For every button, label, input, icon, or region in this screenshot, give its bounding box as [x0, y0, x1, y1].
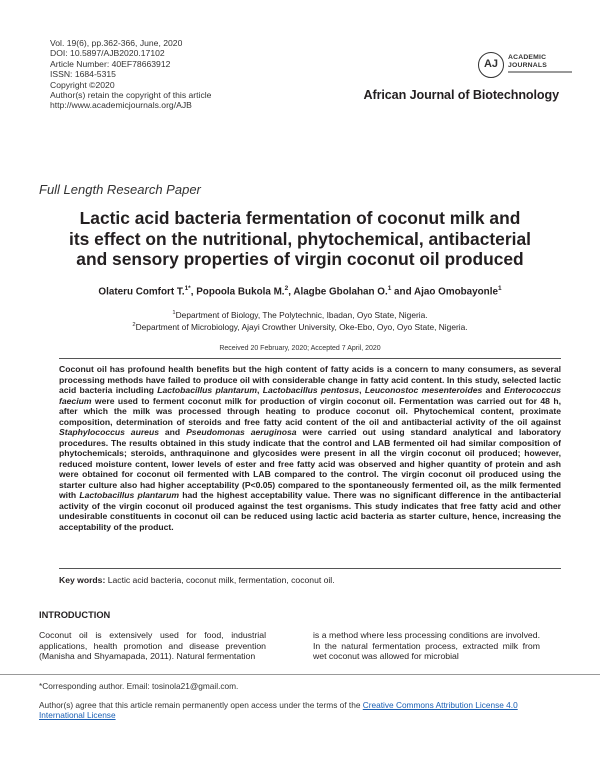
license-note: Author(s) agree that this article remain permanently open access under the terms of the Creative Commons Attribution License 4.0 International License	[39, 700, 518, 721]
species-name: Lactobacillus plantarum	[79, 490, 180, 500]
corresponding-author: *Corresponding author. Email: tosinola21@gmail.com.	[39, 681, 239, 691]
meta-line: Vol. 19(6), pp.362-366, June, 2020	[50, 38, 183, 48]
author-name: Olateru Comfort T.	[98, 286, 185, 298]
abstract-text: were carried out using standard analytical and laboratory procedures. The results obtained in this study indicate that the control and LAB fermented oil had similar composition of phytochemicals; steroids, anthraquinone and glycosides were present in all the virgin coconut oil produced; however, reduced moisture content, lower levels of ester and free fatty acid was observed and higher quantity of protein and ash were obtained for coconut oil fermented with LAB compared to the control. The virgin coconut oil produced using the starter culture also had higher acceptability (P<0.05) compared to the spontaneously fermented oil, as the milk fermented with	[59, 427, 561, 500]
logo-underline	[508, 71, 572, 73]
meta-line: ISSN: 1684-5315	[50, 69, 116, 80]
paper-title: Lactic acid bacteria fermentation of coconut milk and its effect on the nutritional, phytochemical, antibacterial and sensory properties of virgin coconut oil produced	[69, 208, 531, 269]
abstract-text: had the highest acceptability value. There was no significant difference in the antibacterial activity of the virgin coconut oil produced against the test organisms. This study indicates that free fatty acid and other undesirable constituents in coconut oil can be reduced using lactic acid bacteria as starter culture, hence, increasing the acceptability of the product.	[59, 490, 561, 532]
meta-line: Author(s) retain the copyright of this article	[50, 90, 212, 101]
abstract-text: Coconut oil has profound health benefits but the high content of fatty acids is a concern to many consumers, as several processing methods have failed to produce oil with considerable change in fatty acid content. In this study, selected lactic acid bacteria including	[59, 364, 561, 395]
author-name: Ajao Omobayonle	[414, 286, 498, 298]
abstract-text: ,	[359, 385, 365, 395]
species-name: Staphylococcus aureus	[59, 427, 159, 437]
license-link[interactable]: Creative Commons Attribution License 4.0 International License	[39, 700, 518, 721]
species-name: Enterococcus faecium	[59, 385, 561, 406]
author-name: Alagbe Gbolahan O.	[293, 286, 388, 298]
species-name: Pseudomonas aeruginosa	[186, 427, 297, 437]
species-name: Leuconostoc mesenteroides	[364, 385, 483, 395]
meta-line: Article Number: 40EF78663912	[50, 58, 171, 69]
body-column-right: is a method where less processing conditions are involved. In the natural fermentation process, extracted milk from wet coconut was allowed for microbial	[313, 630, 540, 662]
author-list: Olateru Comfort T.$^{1*}$, Popoola Bukola M.$^2$, Alagbe Gbolahan O.$^1$ and Ajao Omobayonle$^1$	[98, 285, 502, 298]
abstract-text: and	[158, 427, 187, 437]
abstract-top-rule	[59, 358, 561, 359]
publisher-logo	[478, 52, 574, 82]
abstract	[59, 364, 561, 532]
keywords	[59, 575, 335, 585]
meta-line: DOI: 10.5897/AJB2020.17102	[50, 48, 165, 59]
meta-line: Copyright ©2020	[50, 79, 115, 90]
footnote-rule	[0, 674, 600, 675]
article-type: Full Length Research Paper	[39, 182, 201, 197]
keywords-label: Key words:	[59, 575, 106, 585]
affiliation: $^1$Department of Biology, The Polytechnic, Ibadan, Oyo State, Nigeria.	[172, 310, 428, 320]
body-column-left: Coconut oil is extensively used for food, industrial applications, health promotion and disease prevention (Manisha and Shyamapada, 2011). Natural fermentation	[39, 630, 266, 662]
abstract-text: ,	[257, 385, 263, 395]
abstract-bottom-rule	[59, 568, 561, 569]
received-dates: Received 20 February, 2020; Accepted 7 April, 2020	[219, 345, 381, 352]
author-name: Popoola Bukola M.	[196, 286, 285, 298]
keywords-text: Lactic acid bacteria, coconut milk, fermentation, coconut oil.	[105, 575, 335, 585]
meta-line: http://www.academicjournals.org/AJB	[50, 100, 192, 111]
abstract-text: were used to ferment coconut milk for production of virgin coconut oil. Fermentation was carried out for 48 h, after which the milk was processed through heating to produce coconut oil. Phytochemical content, proximate composition, determination of steroids and free fatty acid content of the oil and antibacterial activity of the oil against	[59, 395, 561, 427]
species-name: Lactobacillus pentosus	[262, 385, 360, 395]
article-metadata	[50, 38, 211, 111]
abstract-text: and	[482, 385, 505, 395]
journal-name: African Journal of Biotechnology	[363, 88, 559, 102]
section-heading: INTRODUCTION	[39, 610, 111, 620]
affiliation: $^2$Department of Microbiology, Ajayi Crowther University, Oke-Ebo, Oyo, Oyo State, Nigeria.	[132, 322, 468, 332]
logo-wordmark: ACADEMIC JOURNALS	[508, 54, 547, 69]
logo-mark: AJ	[478, 52, 504, 78]
species-name: Lactobacillus plantarum	[157, 385, 258, 395]
